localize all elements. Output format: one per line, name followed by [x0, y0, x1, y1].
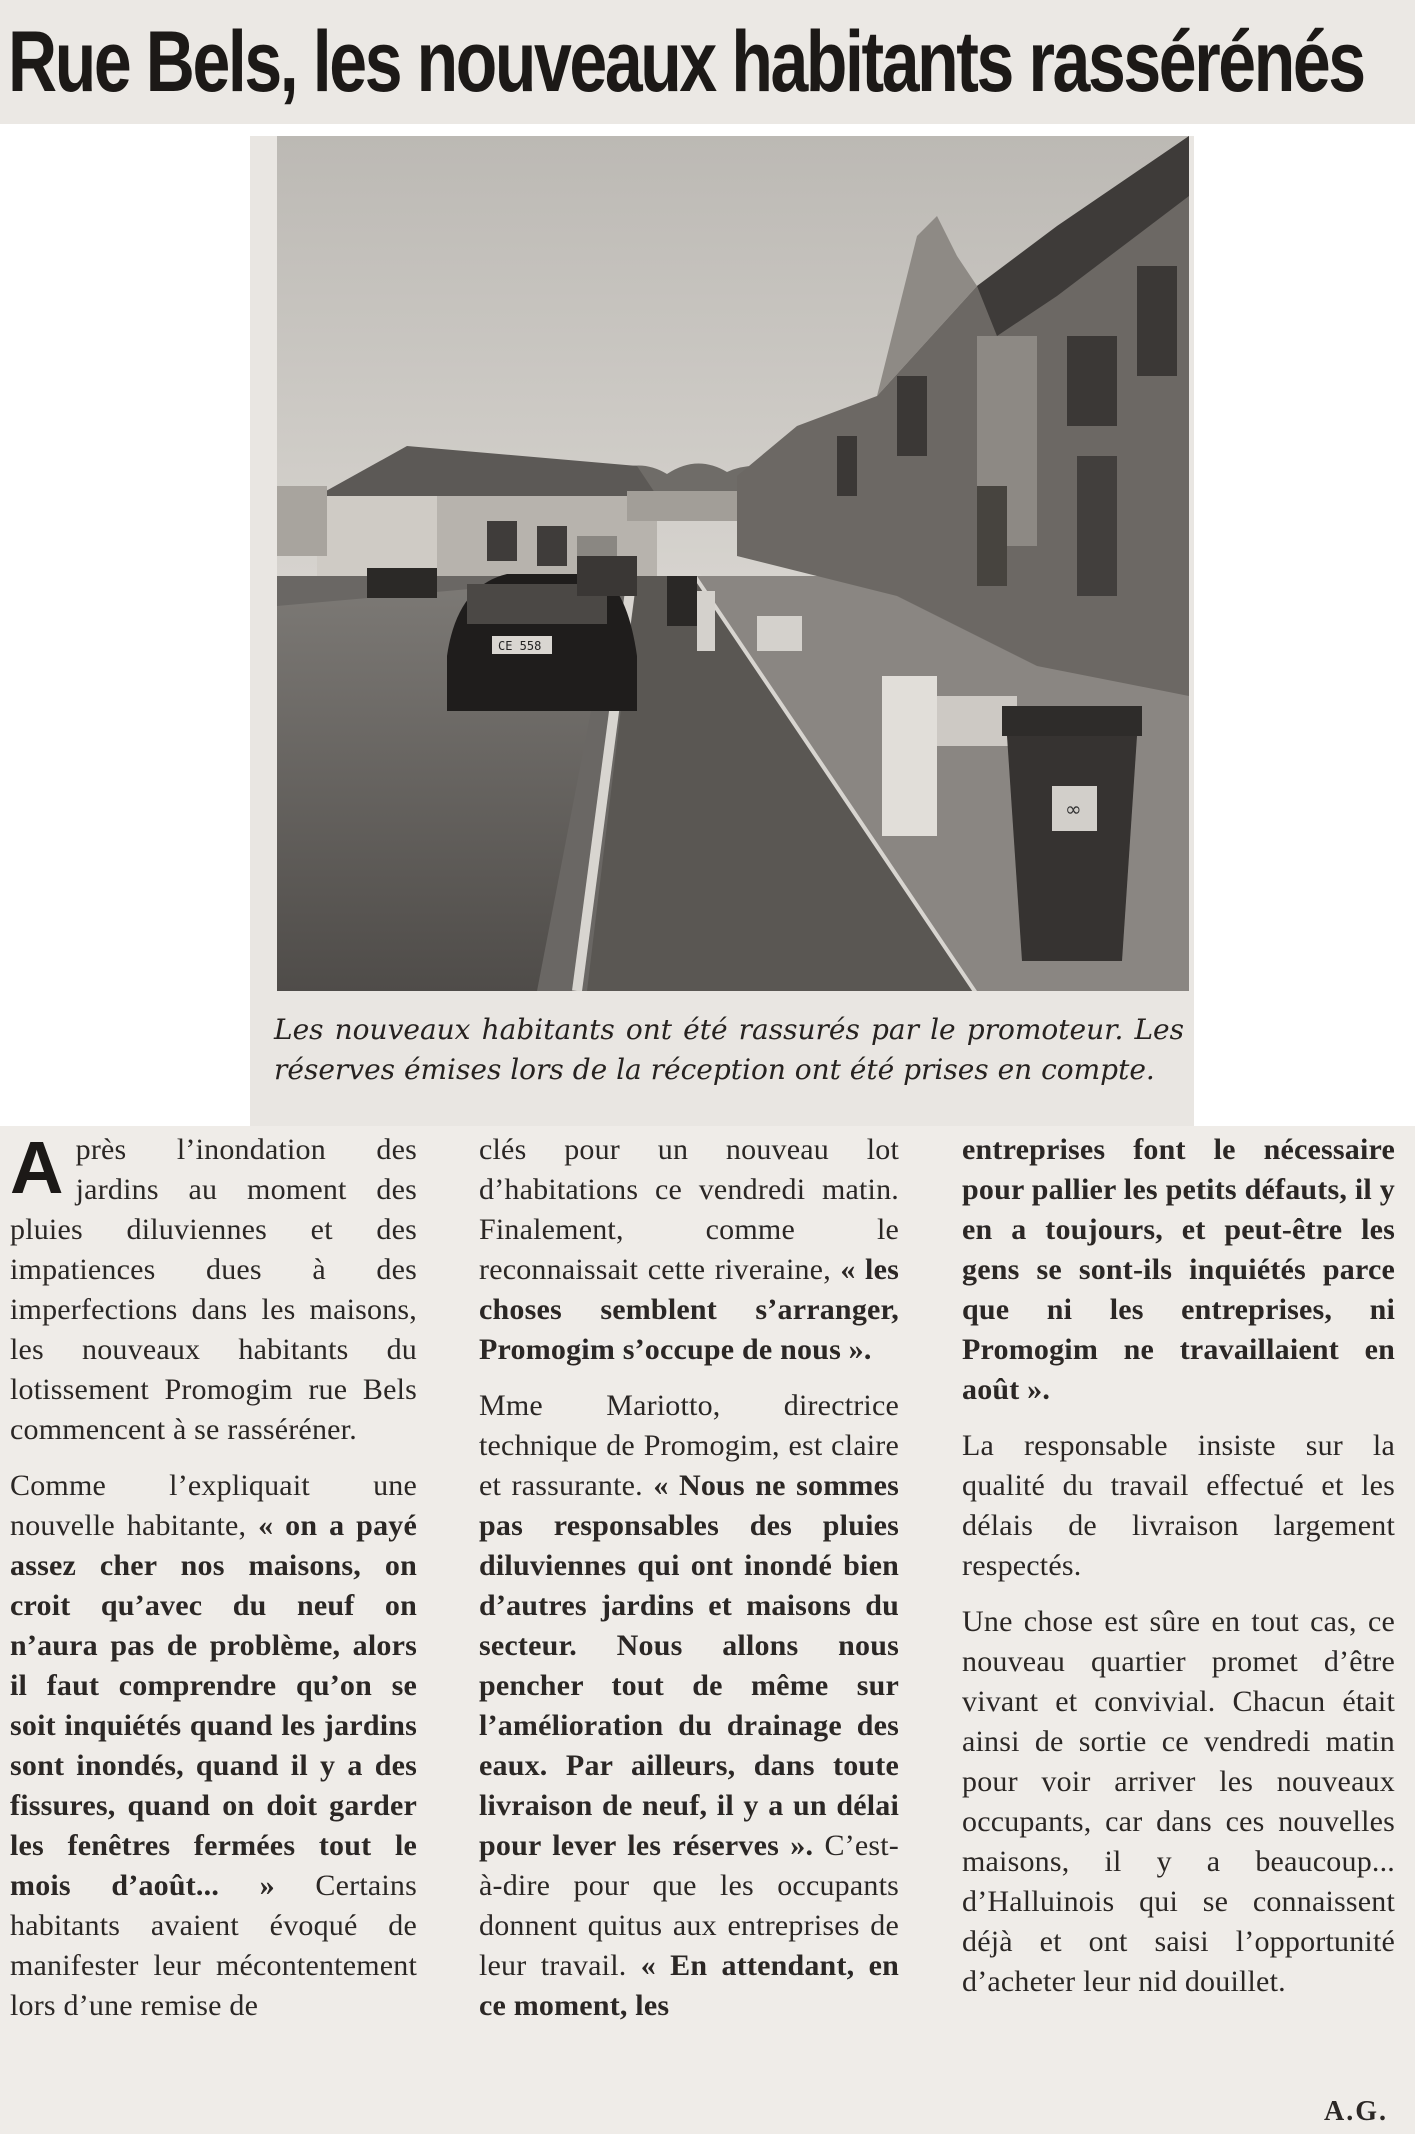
meter-post [882, 676, 937, 836]
far-building [277, 486, 327, 556]
paragraph-text: C’est-à-dire pour que les occupants donnent quitus aux entreprises de leur travail. [479, 1829, 899, 1982]
quote-text: « Nous ne sommes pas responsables des pluies diluviennes qui ont inondé bien d’autres jardins et maisons du secteur. Nous allons nous pencher tout de même sur l’amélioration du drainage des eaux. Par ailleurs, dans toute livraison de neuf, il y a un délai pour lever les réserves ». [479, 1469, 899, 1862]
quote-text: « on a payé assez cher nos maisons, on croit qu’avec du neuf on n’aura pas de problème, alors il faut comprendre qu’on se soit inquiétés quand les jardins sont inondés, quand il y a des fissures, quand on doit garder les fenêtres fermées tout le mois d’août... » [10, 1509, 417, 1902]
headline: Rue Bels, les nouveaux habitants rassérénés [8, 14, 1364, 110]
paragraph: Une chose est sûre en tout cas, ce nouveau quartier promet d’être vivant et convivial. Chacun était ainsi de sortie ce vendredi matin pour voir arriver les nouveaux occupants, car dans ces nouvelles maisons, il y a beaucoup... d’Halluinois qui se connaissent déjà et ont saisi l’opportunité d’acheter leur nid douillet. [962, 1605, 1395, 1998]
bin-label: ∞ [1065, 797, 1082, 821]
column-2 [479, 1130, 899, 2130]
drop-cap: A [10, 1130, 64, 1209]
column-3 [962, 1130, 1395, 2130]
utility-box [697, 591, 715, 651]
street-photo [277, 136, 1189, 991]
distant-bin [667, 576, 697, 626]
paragraph-text: Mme Mariotto, directrice technique de Promogim, est claire et rassurante. [479, 1389, 899, 1502]
author-signature: A.G. [1324, 2096, 1388, 2127]
photo-block [250, 136, 1194, 1126]
paragraph [479, 1130, 899, 1370]
quote-text: « les choses semblent s’arranger, Promogim s’occupe de nous ». [479, 1253, 899, 1366]
paragraph-text: Certains habitants avaient évoqué de manifester leur mécontentement lors d’une remise de [10, 1869, 417, 2022]
paragraph-text: Comme l’expliquait une nouvelle habitante, [10, 1469, 417, 1542]
paragraph: La responsable insiste sur la qualité du travail effectué et les délais de livraison largement respectés. [962, 1429, 1395, 1582]
quote-text: « En attendant, en ce moment, les [479, 1949, 899, 2022]
wheelie-bin [1002, 706, 1142, 961]
distant-car [367, 568, 437, 598]
paragraph [10, 1466, 417, 2026]
quote-paragraph: entreprises font le nécessaire pour pallier les petits défauts, il y en a toujours, et peut-être les gens se sont-ils inquiétés parce que ni les entreprises, ni Promogim ne travaillaient en août ». [962, 1133, 1395, 1406]
utility-box-2 [757, 616, 802, 651]
street-photo-illustration [277, 136, 1189, 991]
distant-car-2 [577, 556, 637, 596]
paragraph-text: près l’inondation des jardins au moment des pluies diluviennes et des impatiences dues à des imperfections dans les maisons, les nouveaux habitants du lotissement Promogim rue Bels commencent à se rasséréner. [10, 1133, 417, 1446]
photo-caption: Les nouveaux habitants ont été rassurés par le promoteur. Les réserves émises lors de la réception ont été prises en compte. [274, 1013, 1184, 1086]
column-1 [10, 1130, 417, 2130]
paragraph [479, 1386, 899, 2026]
paragraph-text: clés pour un nouveau lot d’habitations ce vendredi matin. Finalement, comme le reconnaissait cette riveraine, [479, 1133, 899, 1286]
paragraph [10, 1130, 417, 1450]
car-plate: CE 558 [498, 639, 542, 653]
